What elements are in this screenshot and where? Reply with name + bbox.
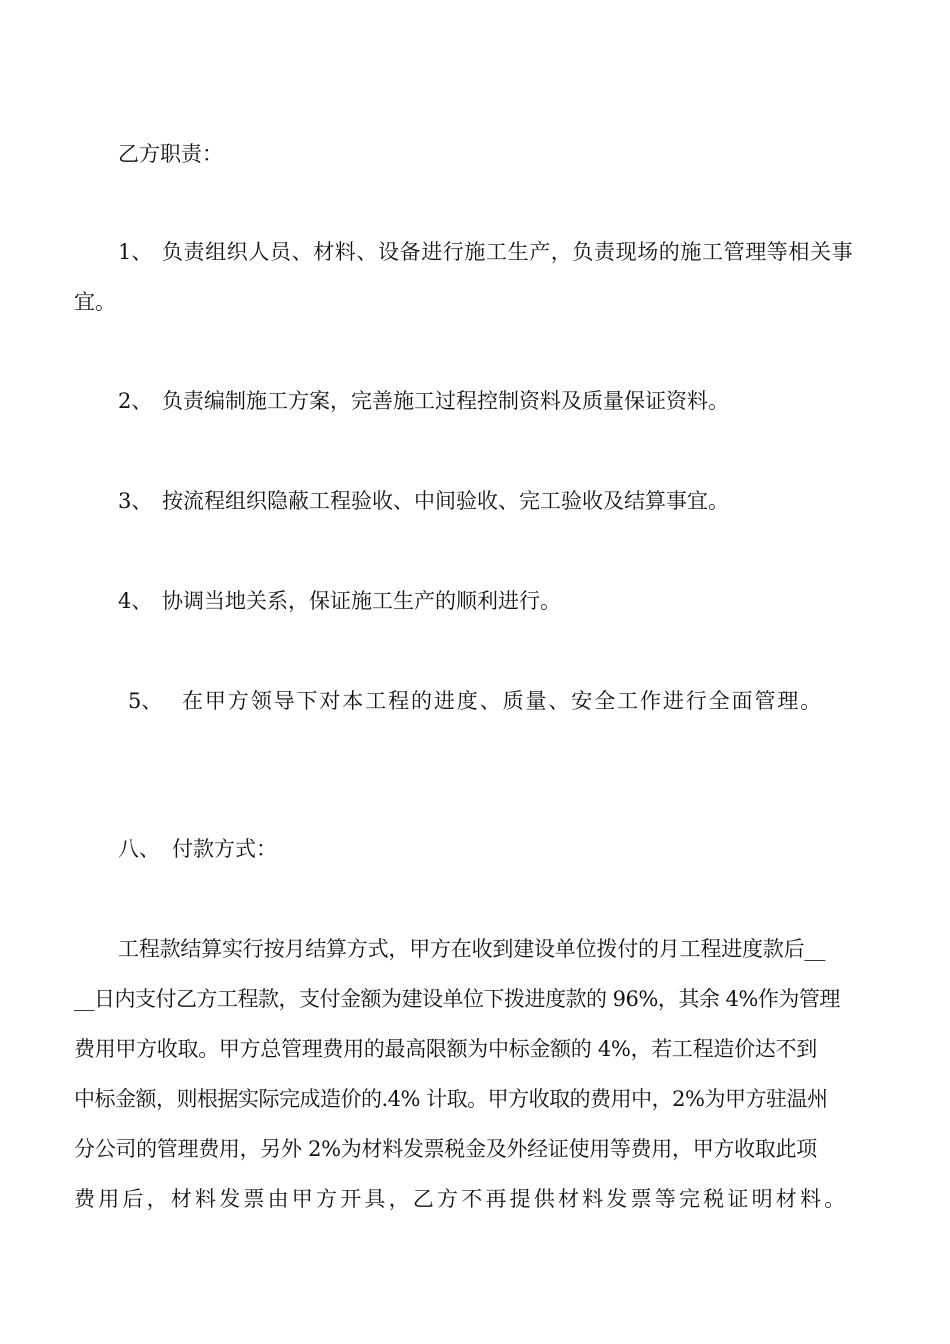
payment-line-5: 分公司的管理费用，另外 2%为材料发票税金及外经证使用等费用，甲方收取此项 bbox=[74, 1137, 817, 1161]
duty-2-number: 2、 bbox=[118, 389, 153, 413]
duty-2-text: 负责编制施工方案，完善施工过程控制资料及质量保证资料。 bbox=[162, 389, 729, 413]
duty-3-text: 按流程组织隐蔽工程验收、中间验收、完工验收及结算事宜。 bbox=[162, 489, 729, 513]
duty-5-number: 5、 bbox=[128, 689, 163, 713]
payment-line-1: 工程款结算实行按月结算方式，甲方在收到建设单位拨付的月工程进度款后__ bbox=[118, 937, 825, 961]
duty-3-number: 3、 bbox=[118, 489, 153, 513]
duty-5-text: 在甲方领导下对本工程的进度、质量、安全工作进行全面管理。 bbox=[182, 689, 824, 713]
duty-1-text-line-2: 宜。 bbox=[74, 290, 116, 314]
payment-line-6: 费用后，材料发票由甲方开具，乙方不再提供材料发票等完税证明材料。 bbox=[74, 1187, 849, 1211]
section-eight-title: 付款方式： bbox=[172, 837, 277, 861]
party-b-duties-heading: 乙方职责： bbox=[118, 142, 223, 166]
payment-line-4: 中标金额，则根据实际完成造价的.4% 计取。甲方收取的费用中，2%为甲方驻温州 bbox=[74, 1087, 828, 1111]
section-eight-number: 八、 bbox=[118, 837, 160, 861]
duty-4-text: 协调当地关系，保证施工生产的顺利进行。 bbox=[162, 589, 561, 613]
payment-line-3: 费用甲方收取。甲方总管理费用的最高限额为中标金额的 4%，若工程造价达不到 bbox=[74, 1037, 817, 1061]
payment-line-2: __日内支付乙方工程款，支付金额为建设单位下拨进度款的 96%，其余 4%作为管理 bbox=[74, 987, 840, 1011]
duty-1-number: 1、 bbox=[118, 240, 153, 264]
duty-4-number: 4、 bbox=[118, 589, 153, 613]
duty-1-text-line-1: 负责组织人员、材料、设备进行施工生产，负责现场的施工管理等相关事 bbox=[162, 240, 854, 264]
